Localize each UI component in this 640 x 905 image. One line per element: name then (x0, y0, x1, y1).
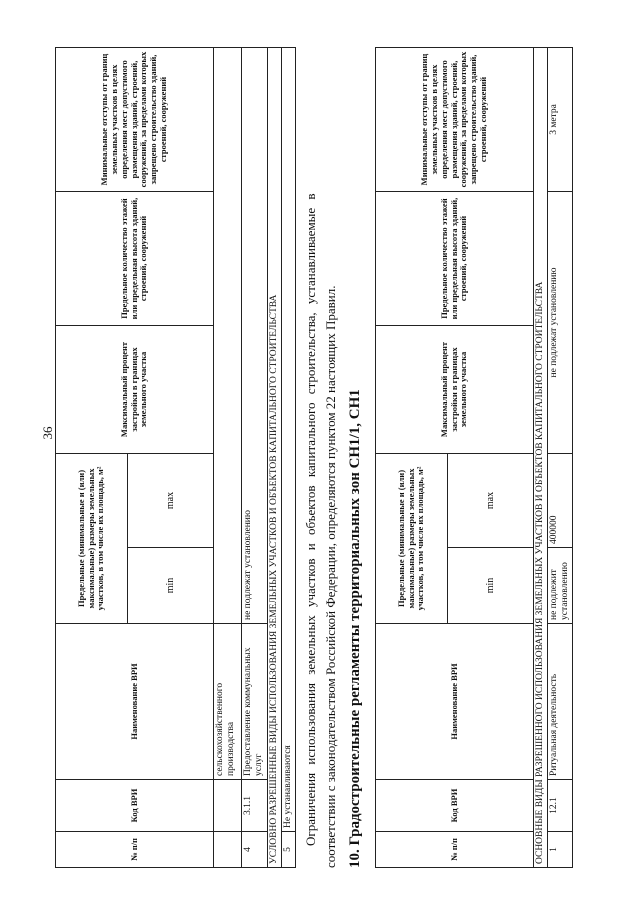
t2-header-percent: Максимальный процент застройки в границах земельного участка (376, 326, 534, 454)
restrictions-paragraph-2: соответствии с законодательством Российской Федерации, определяются пунктом 22 настоящих Правил. (323, 285, 338, 868)
rotated-content (55, 48, 625, 868)
restrictions-paragraph-1: Ограничения использования земельных участков и объектов капитального строительства, устанавливаемые в (303, 193, 318, 846)
t2-header-code: Код ВРИ (376, 780, 534, 832)
header-min: min (128, 548, 214, 624)
header-sizes: Предельные (минимальные и (или) максимальные) размеры земельных участков, в том числе их площадь, м² (56, 454, 128, 624)
t2-header-num: № п/п (376, 832, 534, 868)
header-floors: Предельное количество этажей или предельная высота зданий, строений, сооружений (56, 192, 214, 326)
regulations-table-1 (55, 47, 296, 868)
header-setbacks: Минимальные отступы от границ земельных участков в целях определения мест допустимого размещения зданий, строений, сооружений, за пределами которых запрещено строительство зданий, строений, сооружений (56, 48, 214, 192)
t2-row1-name: Ритуальная деятельность (547, 624, 572, 780)
t2-header-max: max (448, 454, 534, 548)
t2-row1-percent-floors: не подлежат установлению (547, 192, 572, 454)
t2-row1-max: 400000 (547, 454, 572, 548)
t2-header-name: Наименование ВРИ (376, 624, 534, 780)
main-uses-section: ОСНОВНЫЕ ВИДЫ РАЗРЕШЕННОГО ИСПОЛЬЗОВАНИЯ ЗЕМЕЛЬНЫХ УЧАСТКОВ И ОБЪЕКТОВ КАПИТАЛЬНОГО СТРОИТЕЛЬСТВА (534, 48, 548, 868)
section-heading: 10. Градостроительные регламенты территориальных зон СН1/1, СН1 (347, 389, 363, 868)
t2-row1-code: 12.1 (547, 780, 572, 832)
t2-row1-min: не подлежит установлению (547, 548, 572, 624)
cont-code (214, 780, 242, 832)
cont-values (214, 48, 242, 624)
cont-num (214, 832, 242, 868)
t2-row1-num: 1 (547, 832, 572, 868)
header-name: Наименование ВРИ (56, 624, 214, 780)
regulations-table-2 (375, 47, 573, 868)
t2-header-sizes: Предельные (минимальные и (или) максимальные) размеры земельных участков, в том числе их площадь, м² (376, 454, 448, 624)
t2-header-min: min (448, 548, 534, 624)
t2-header-setbacks: Минимальные отступы от границ земельных участков в целях определения мест допустимого размещения зданий, строений, сооружений, за пределами которых запрещено строительство зданий, строений, сооружений (376, 48, 534, 192)
row5-num: 5 (281, 832, 295, 868)
header-max: max (128, 454, 214, 548)
row4-name: Предоставление коммунальных услуг (242, 624, 268, 780)
t2-row1-setbacks: 3 метра (547, 48, 572, 192)
conditional-section: УСЛОВНО РАЗРЕШЕННЫЕ ВИДЫ ИСПОЛЬЗОВАНИЯ ЗЕМЕЛЬНЫХ УЧАСТКОВ И ОБЪЕКТОВ КАПИТАЛЬНОГО СТРОИТЕЛЬСТВА (268, 48, 282, 868)
header-num: № п/п (56, 832, 214, 868)
page-number: 36 (40, 426, 55, 440)
row5-text: Не устанавливаются (281, 48, 295, 832)
header-code: Код ВРИ (56, 780, 214, 832)
header-percent: Максимальный процент застройки в границах земельного участка (56, 326, 214, 454)
row4-code: 3.1.1 (242, 780, 268, 832)
cont-name: сельскохозяйственного производства (214, 624, 242, 780)
row4-num: 4 (242, 832, 268, 868)
t2-header-floors: Предельное количество этажей или предельная высота зданий, строений, сооружений (376, 192, 534, 326)
row4-value: не подлежат установлению (242, 48, 268, 624)
